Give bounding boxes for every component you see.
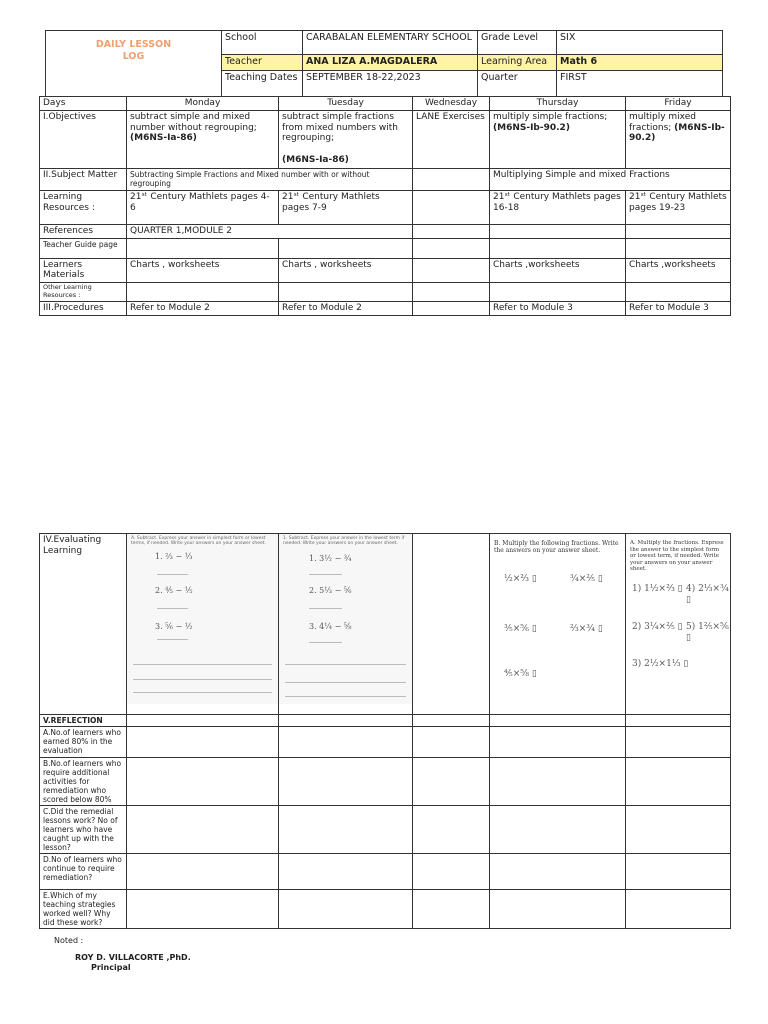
procedures-thursday: Refer to Module 3 bbox=[490, 301, 626, 315]
procedures-row bbox=[40, 301, 731, 315]
resources-friday: 21ˢᵗ Century Mathlets pages 19-23 bbox=[626, 190, 731, 224]
grade-label: Grade Level bbox=[478, 31, 557, 55]
subject-thursday-friday: Multiplying Simple and mixed Fractions bbox=[490, 168, 731, 190]
procedures-monday: Refer to Module 2 bbox=[127, 301, 279, 315]
grade-value: SIX bbox=[557, 31, 723, 55]
other-resources-row bbox=[40, 283, 731, 302]
principal-name: ROY D. VILLACORTE ,PhD. bbox=[75, 953, 191, 962]
other-resources-label: Other Learning Resources : bbox=[40, 283, 127, 302]
worksheet-tuesday: 1. Subtract. Express your answer in the lowest term if needed. Write your answers on your answer sheet. 1. 3½ − ¾ 2. 5⅓ − ⅚ 3. 4¼ − ⅝ bbox=[279, 534, 413, 715]
evaluating-row bbox=[40, 534, 731, 715]
references-row bbox=[40, 224, 731, 238]
header-table bbox=[45, 30, 723, 97]
worksheet-friday: A. Multiply the fractions. Express the answer to the simplest form or lowest term, if needed. Write your answers on your answer sheet. 1) 1½×⅔ ▯ 4) 2⅓×¾ ▯ 2) 3¼×⅖ ▯ 5) 1⅖×⅚ ▯ 3) 2½×1⅓ ▯ bbox=[626, 534, 731, 715]
resources-wednesday bbox=[413, 190, 490, 224]
reflection-d-row bbox=[40, 854, 731, 890]
noted-label: Noted : bbox=[54, 936, 84, 945]
teacher-value: ANA LIZA A.MAGDALERA bbox=[303, 55, 478, 71]
learners-friday: Charts ,worksheets bbox=[626, 258, 731, 283]
objective-monday: subtract simple and mixed number without regrouping; (M6NS-Ia-86) bbox=[127, 110, 279, 168]
school-label: School bbox=[222, 31, 303, 55]
quarter-label: Quarter bbox=[478, 71, 557, 97]
reflection-b-row bbox=[40, 758, 731, 806]
teacher-label: Teacher bbox=[222, 55, 303, 71]
reflection-row bbox=[40, 715, 731, 727]
evaluating-label: IV.Evaluating Learning bbox=[40, 534, 127, 715]
subject-matter-label: II.Subject Matter bbox=[40, 168, 127, 190]
learners-materials-row bbox=[40, 258, 731, 283]
school-value: CARABALAN ELEMENTARY SCHOOL bbox=[303, 31, 478, 55]
days-row bbox=[40, 97, 731, 111]
monday-header: Monday bbox=[127, 97, 279, 111]
resources-monday: 21ˢᵗ Century Mathlets pages 4-6 bbox=[127, 190, 279, 224]
learning-resources-row bbox=[40, 190, 731, 224]
friday-header: Friday bbox=[626, 97, 731, 111]
worksheet-monday: A. Subtract. Express your answer in simplest form or lowest terms, if needed. Write your answers on your answer sheet. 1. ⅔ − ⅓ 2. ⅘ − ⅕ 3. ⅚ − ½ bbox=[127, 534, 279, 715]
evaluation-table bbox=[39, 533, 731, 929]
resources-thursday: 21ˢᵗ Century Mathlets pages 16-18 bbox=[490, 190, 626, 224]
reflection-b-label: B.No.of learners who require additional activities for remediation who scored below 80% bbox=[40, 758, 127, 806]
reflection-label: V.REFLECTION bbox=[40, 715, 127, 727]
subject-monday-tuesday: Subtracting Simple Fractions and Mixed number with or without regrouping bbox=[127, 168, 413, 190]
procedures-tuesday: Refer to Module 2 bbox=[279, 301, 413, 315]
learning-resources-label: Learning Resources : bbox=[40, 190, 127, 224]
objectives-label: I.Objectives bbox=[40, 110, 127, 168]
reflection-e-row bbox=[40, 890, 731, 929]
worksheet-thursday: B. Multiply the following fractions. Write the answers on your answer sheet. ½×⅔ ▯ ¾×⅖ ▯ ⅗×⅚ ▯ ⅔×¾ ▯ ⅘×⅝ ▯ bbox=[490, 534, 626, 715]
days-label: Days bbox=[40, 97, 127, 111]
reflection-c-label: C.Did the remedial lessons work? No of learners who have caught up with the lesson? bbox=[40, 806, 127, 854]
learners-thursday: Charts ,worksheets bbox=[490, 258, 626, 283]
teacher-guide-label: Teacher Guide page bbox=[40, 238, 127, 258]
thursday-header: Thursday bbox=[490, 97, 626, 111]
resources-tuesday: 21ˢᵗ Century Mathlets pages 7-9 bbox=[279, 190, 413, 224]
reflection-a-row bbox=[40, 727, 731, 758]
teacher-guide-row bbox=[40, 238, 731, 258]
reflection-c-row bbox=[40, 806, 731, 854]
wednesday-header: Wednesday bbox=[413, 97, 490, 111]
quarter-value: FIRST bbox=[557, 71, 723, 97]
teaching-dates-value: SEPTEMBER 18-22,2023 bbox=[303, 71, 478, 97]
principal-title: Principal bbox=[91, 963, 131, 972]
learners-materials-label: Learners Materials bbox=[40, 258, 127, 283]
subject-wednesday bbox=[413, 168, 490, 190]
learners-tuesday: Charts , worksheets bbox=[279, 258, 413, 283]
objective-thursday: multiply simple fractions; (M6NS-Ib-90.2) bbox=[490, 110, 626, 168]
learning-area-value: Math 6 bbox=[557, 55, 723, 71]
objective-friday: multiply mixed fractions; (M6NS-Ib-90.2) bbox=[626, 110, 731, 168]
procedures-friday: Refer to Module 3 bbox=[626, 301, 731, 315]
references-label: References bbox=[40, 224, 127, 238]
lesson-plan-table bbox=[39, 96, 731, 316]
subject-matter-row bbox=[40, 168, 731, 190]
reflection-e-label: E.Which of my teaching strategies worked well? Why did these work? bbox=[40, 890, 127, 929]
reflection-a-label: A.No.of learners who earned 80% in the evaluation bbox=[40, 727, 127, 758]
daily-lesson-log-logo: DAILY LESSON LOG bbox=[46, 31, 222, 97]
tuesday-header: Tuesday bbox=[279, 97, 413, 111]
objective-wednesday: LANE Exercises bbox=[413, 110, 490, 168]
references-value: QUARTER 1,MODULE 2 bbox=[127, 224, 413, 238]
worksheet-wednesday bbox=[413, 534, 490, 715]
reflection-d-label: D.No of learners who continue to require remediation? bbox=[40, 854, 127, 890]
objectives-row bbox=[40, 110, 731, 168]
objective-tuesday: subtract simple fractions from mixed numbers with regrouping; (M6NS-Ia-86) bbox=[279, 110, 413, 168]
learning-area-label: Learning Area bbox=[478, 55, 557, 71]
teaching-dates-label: Teaching Dates bbox=[222, 71, 303, 97]
procedures-label: III.Procedures bbox=[40, 301, 127, 315]
learners-monday: Charts , worksheets bbox=[127, 258, 279, 283]
